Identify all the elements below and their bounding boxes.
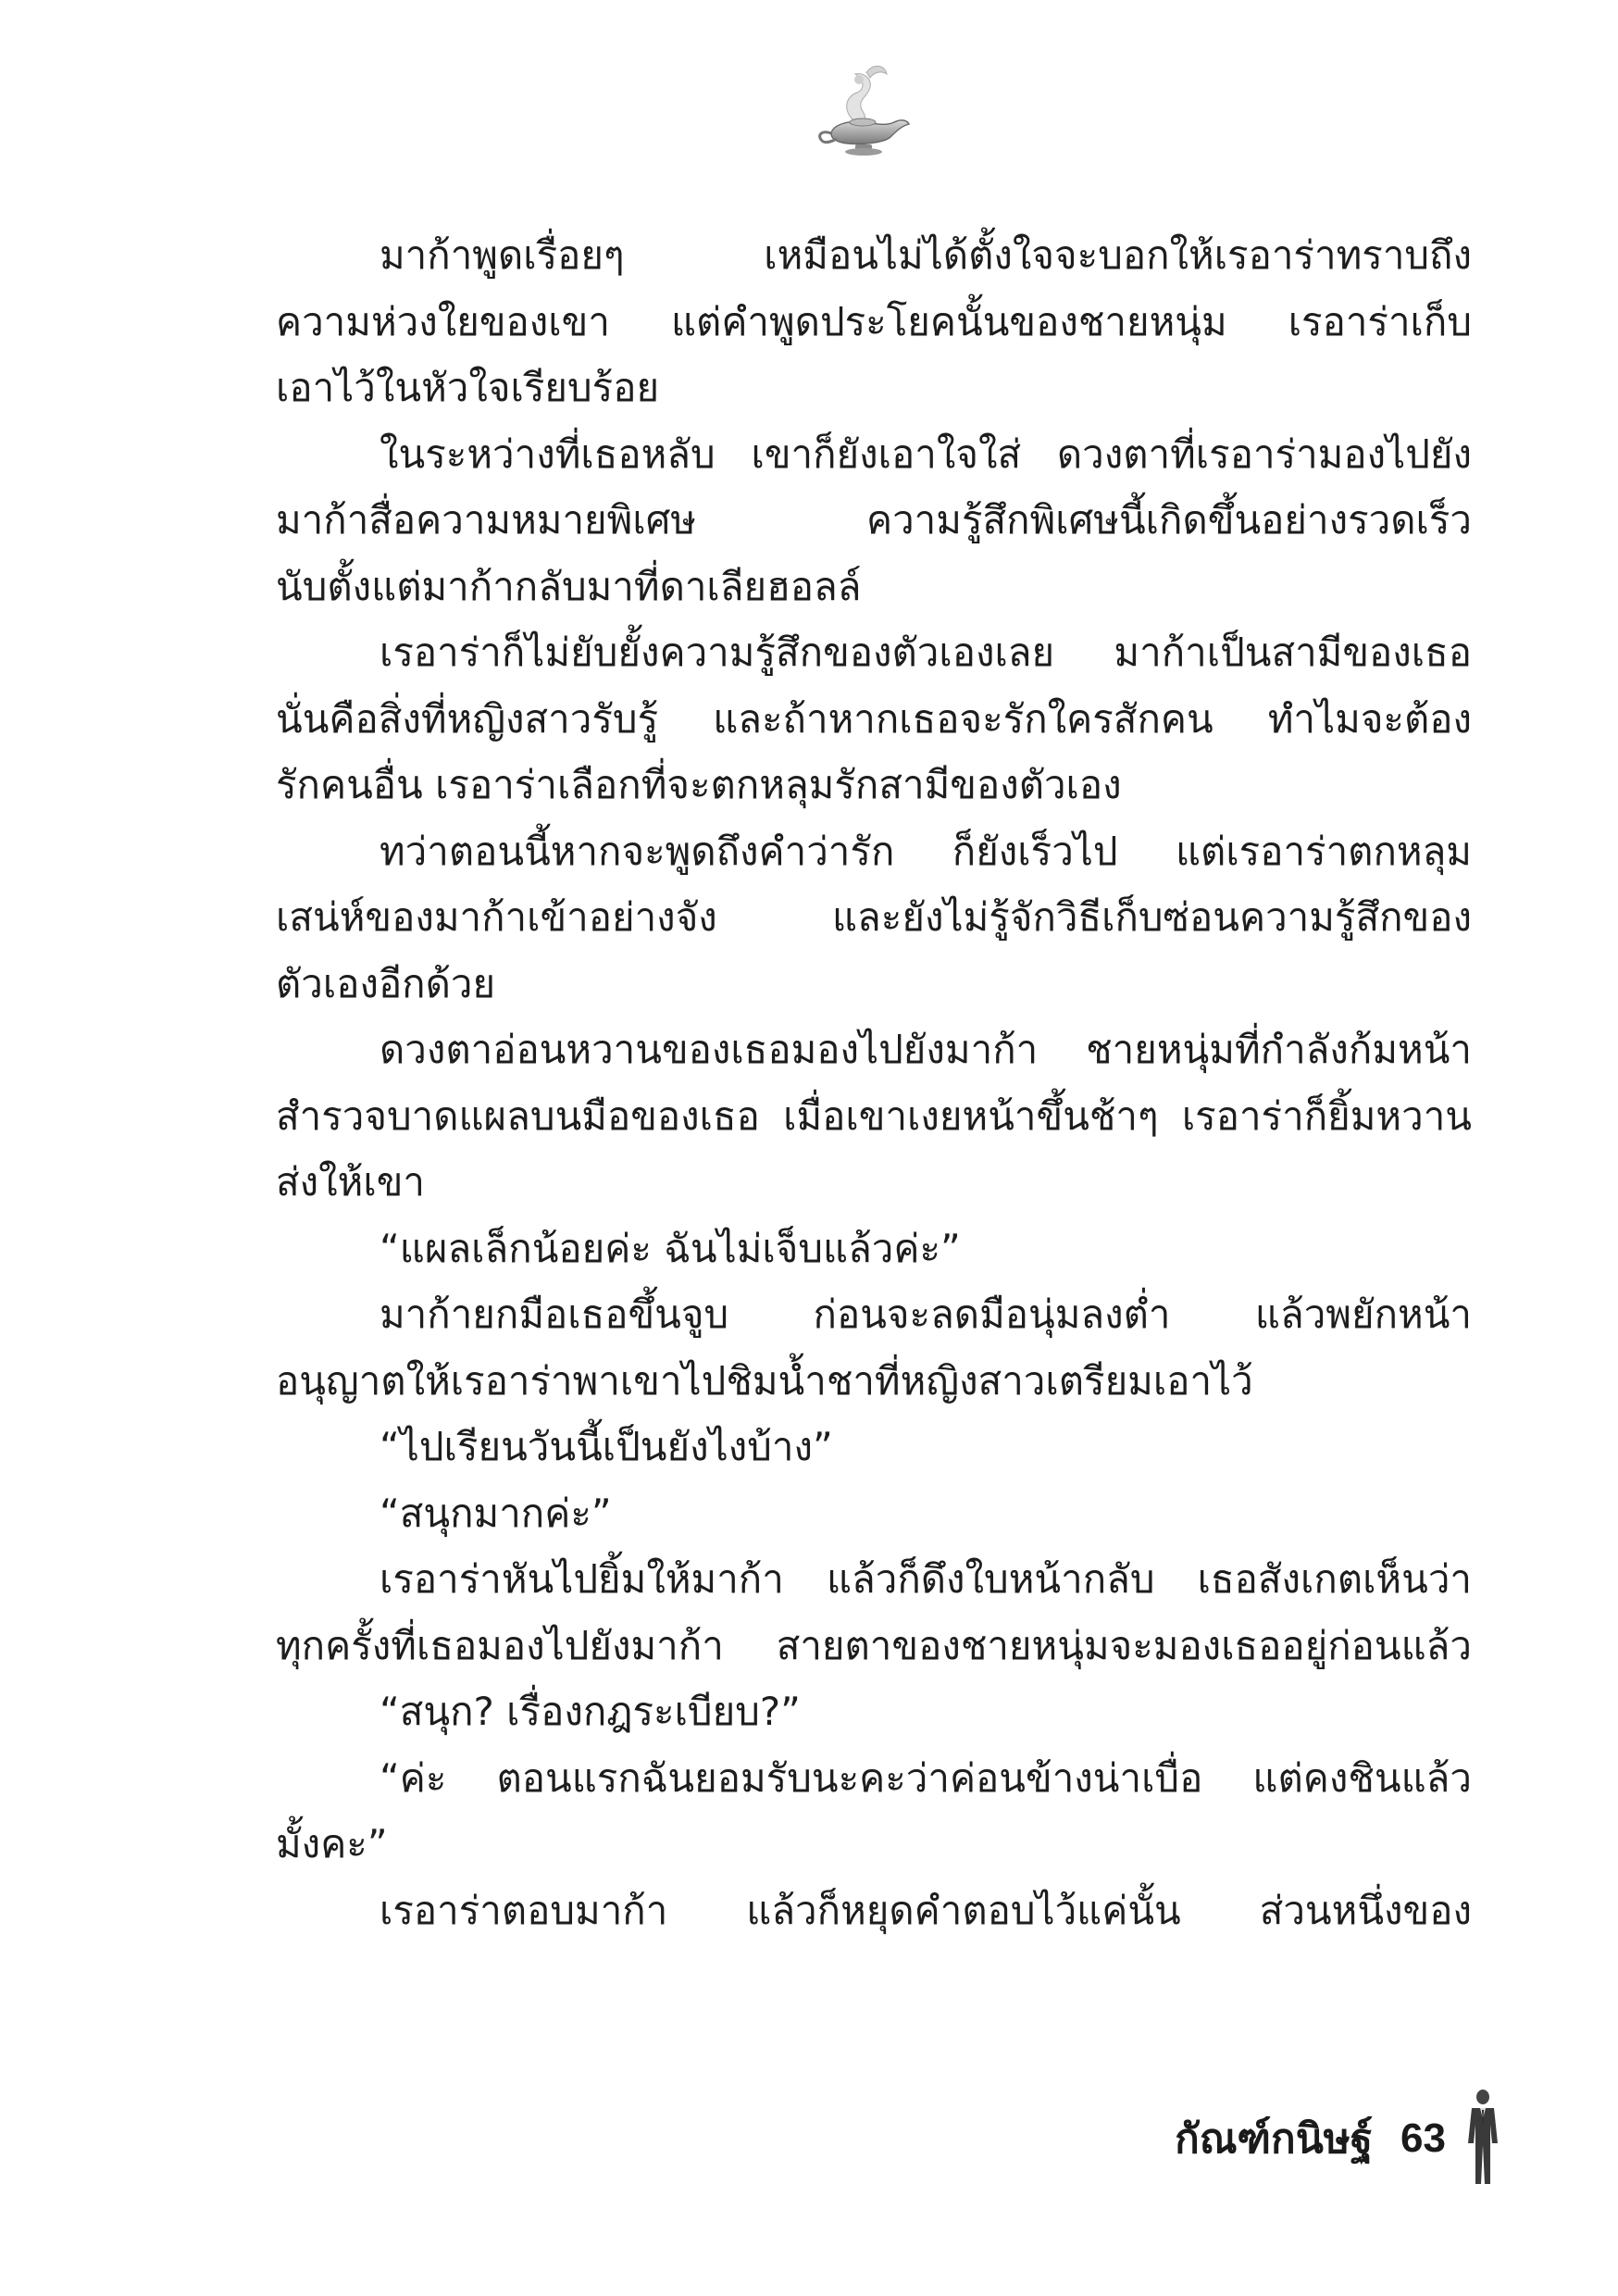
text-line: ความห่วงใยของเขา แต่คำพูดประโยคนั้นของชายหนุ่ม เรอาร่าเก็บ xyxy=(276,298,1472,344)
genie-lamp-icon xyxy=(805,56,916,167)
text-line: เรอาร่าก็ไม่ยับยั้งความรู้สึกของตัวเองเลย มาก้าเป็นสามีของเธอ xyxy=(380,630,1472,675)
text-line: ตัวเองอีกด้วย xyxy=(276,960,496,1006)
man-in-suit-icon xyxy=(1462,2088,1503,2190)
text-line: “ไปเรียนวันนี้เป็นยังไงบ้าง” xyxy=(380,1424,833,1469)
page-number: 63 xyxy=(1400,2115,1446,2161)
text-line: เรอาร่าหันไปยิ้มให้มาก้า แล้วก็ดึงใบหน้ากลับ เธอสังเกตเห็นว่า xyxy=(380,1556,1472,1602)
text-line: นับตั้งแต่มาก้ากลับมาที่ดาเลียฮอลล์ xyxy=(276,563,862,609)
text-line: เรอาร่าตอบมาก้า แล้วก็หยุดคำตอบไว้แค่นั้น ส่วนหนึ่งของ xyxy=(380,1887,1472,1933)
text-line: มาก้าพูดเรื่อยๆ เหมือนไม่ได้ตั้งใจจะบอกให้เรอาร่าทราบถึง xyxy=(380,232,1472,278)
text-line: ดวงตาอ่อนหวานของเธอมองไปยังมาก้า ชายหนุ่มที่กำลังก้มหน้า xyxy=(380,1027,1472,1072)
text-line: มั้งคะ” xyxy=(276,1821,388,1866)
text-line: “แผลเล็กน้อยค่ะ ฉันไม่เจ็บแล้วค่ะ” xyxy=(380,1225,961,1271)
text-line: เสน่ห์ของมาก้าเข้าอย่างจัง และยังไม่รู้จักวิธีเก็บซ่อนความรู้สึกของ xyxy=(276,894,1472,940)
text-line: สำรวจบาดแผลบนมือของเธอ เมื่อเขาเงยหน้าขึ้นช้าๆ เรอาร่าก็ยิ้มหวาน xyxy=(276,1092,1472,1139)
book-title: กัณฑ์กนิษฐ์ xyxy=(1175,2115,1374,2163)
text-line: “สนุกมากค่ะ” xyxy=(380,1490,612,1536)
text-line: มาก้าสื่อความหมายพิเศษ ความรู้สึกพิเศษนี้เกิดขึ้นอย่างรวดเร็ว xyxy=(276,497,1472,543)
text-line: “สนุก? เรื่องกฎระเบียบ?” xyxy=(380,1689,801,1734)
text-line: ทว่าตอนนี้หากจะพูดถึงคำว่ารัก ก็ยังเร็วไป แต่เรอาร่าตกหลุม xyxy=(380,828,1472,874)
text-line: ส่งให้เขา xyxy=(276,1159,425,1204)
text-line: อนุญาตให้เรอาร่าพาเขาไปชิมน้ำชาที่หญิงสาวเตรียมเอาไว้ xyxy=(276,1357,1253,1404)
text-line: เอาไว้ในหัวใจเรียบร้อย xyxy=(276,365,660,410)
text-line: นั่นคือสิ่งที่หญิงสาวรับรู้ และถ้าหากเธอจะรักใครสักคน ทำไมจะต้อง xyxy=(276,695,1472,742)
text-line: “ค่ะ ตอนแรกฉันยอมรับนะคะว่าค่อนข้างน่าเบื่อ แต่คงชินแล้ว xyxy=(380,1754,1472,1801)
text-line: รักคนอื่น เรอาร่าเลือกที่จะตกหลุมรักสามีของตัวเอง xyxy=(276,762,1122,807)
body-text xyxy=(276,222,1472,1943)
text-line: ทุกครั้งที่เธอมองไปยังมาก้า สายตาของชายหนุ่มจะมองเธออยู่ก่อนแล้ว xyxy=(276,1622,1472,1668)
text-line: มาก้ายกมือเธอขึ้นจูบ ก่อนจะลดมือนุ่มลงต่ำ แล้วพยักหน้า xyxy=(380,1292,1472,1337)
text-line: ในระหว่างที่เธอหลับ เขาก็ยังเอาใจใส่ ดวงตาที่เรอาร่ามองไปยัง xyxy=(380,430,1472,477)
page-footer xyxy=(1175,2092,1503,2185)
